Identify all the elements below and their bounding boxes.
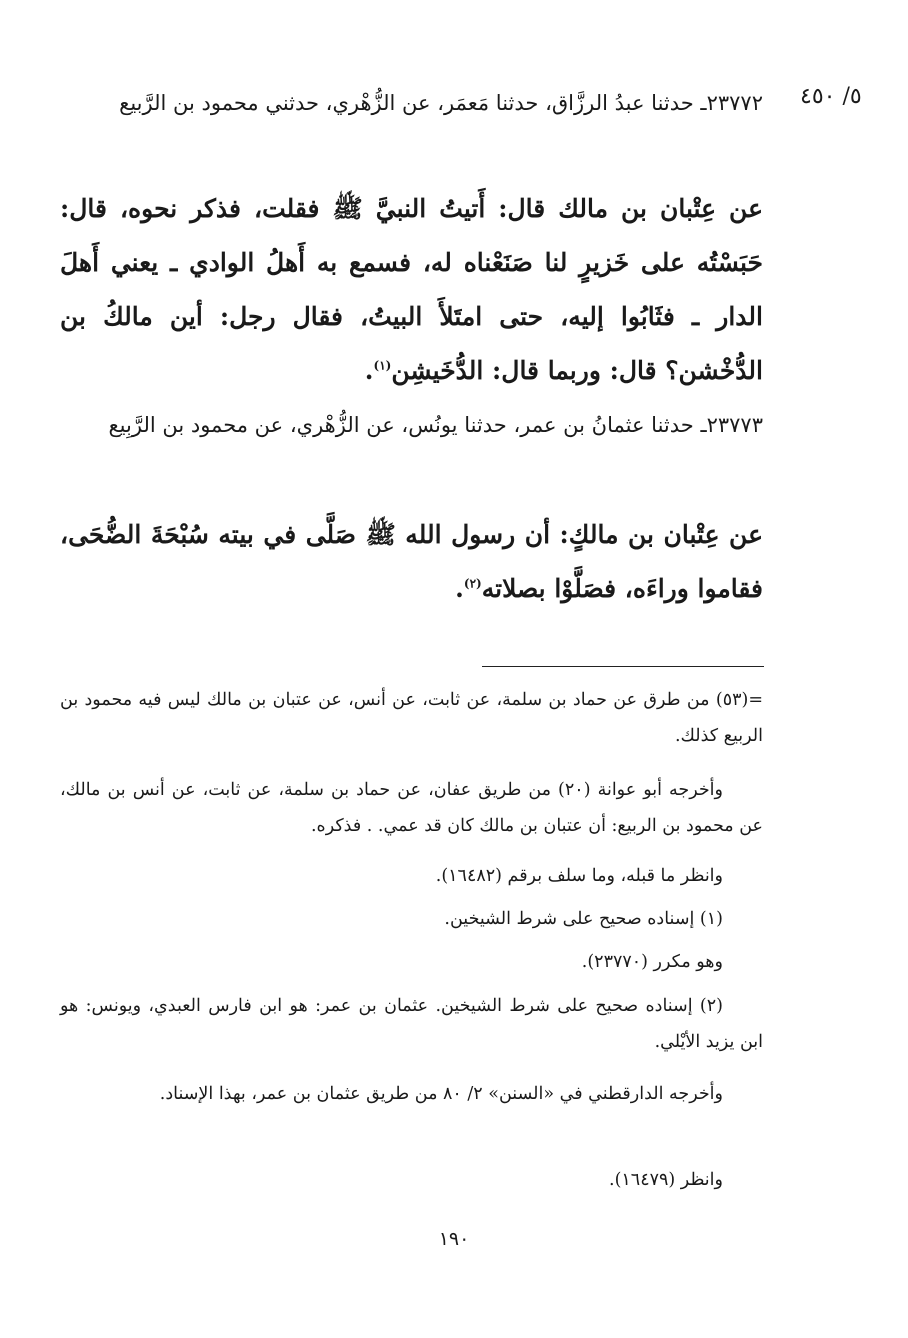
hadith-23773-end: .	[455, 574, 464, 603]
footnote-abu-awana: وأخرجه أبو عوانة (٢٠) من طريق عفان، عن حماد بن سلمة، عن ثابت، عن أنس بن مالك، عن محمود بن الربيع: أن عتبان بن مالك كان قد عمي. . فذكره.	[60, 780, 763, 836]
hadith-23772-body: عن عِتْبان بن مالك قال: أَتيتُ النبيَّ ﷺ فقلت، فذكر نحوه، قال: حَبَسْتُه على خَزيرٍ لنا صَنَعْناه له، فسمع به أَهلُ الوادي ـ يعني أَهلَ الدار ـ فثَابُوا إليه، حتى امتَلأَ البيتُ، فقال رجل: أين مالكُ بن الدُّخْشن؟ قال: وربما قال: الدُّخَيشِن	[60, 194, 763, 385]
page-number: ١٩٠	[438, 1228, 470, 1250]
hadith-23772-end: .	[364, 356, 374, 385]
footnote-continuation: =(٥٣) من طرق عن حماد بن سلمة، عن ثابت، عن أنس، عن عتبان بن مالك ليس فيه محمود بن الربيع كذلك.	[60, 690, 763, 746]
footnote-divider	[482, 666, 764, 667]
footnote-ref-1: (١)	[373, 358, 392, 373]
footnote-daraqutni: وأخرجه الدارقطني في «السنن» ٢/ ٨٠ من طريق عثمان بن عمر، بهذا الإسناد.	[159, 1084, 723, 1104]
margin-volume-page-reference: ٥/ ٤٥٠	[800, 84, 862, 109]
footnote-2: (٢) إسناده صحيح على شرط الشيخين. عثمان بن عمر: هو ابن فارس العبدي، ويونس: هو ابن يزيد الأيْلي.	[60, 996, 763, 1052]
hadith-23772-chain: ٢٣٧٧٢ـ حدثنا عبدُ الرزَّاق، حدثنا مَعمَر، عن الزُّهْري، حدثني محمود بن الرَّبيع	[119, 91, 763, 115]
hadith-23772-text	[60, 182, 763, 398]
footnote-see-also-16479: وانظر (١٦٤٧٩).	[609, 1170, 723, 1190]
hadith-23773-chain: ٢٣٧٧٣ـ حدثنا عثمانُ بن عمر، حدثنا يونُس، عن الزُّهْري، عن محمود بن الرَّبِيع	[108, 413, 763, 437]
footnote-1-repeat-note: وهو مكرر (٢٣٧٧٠).	[581, 952, 723, 972]
footnote-see-also-16482: وانظر ما قبله، وما سلف برقم (١٦٤٨٢).	[435, 866, 723, 886]
footnote-ref-2: (٢)	[463, 576, 482, 591]
hadith-23773-body: عن عِتْبان بن مالكٍ: أن رسول الله ﷺ صَلَّى في بيته سُبْحَةَ الضُّحَى، فقاموا وراءَه، فصَلَّوْا بصلاته	[60, 520, 763, 603]
hadith-23773-text	[60, 508, 763, 616]
footnote-1: (١) إسناده صحيح على شرط الشيخين.	[444, 909, 723, 929]
